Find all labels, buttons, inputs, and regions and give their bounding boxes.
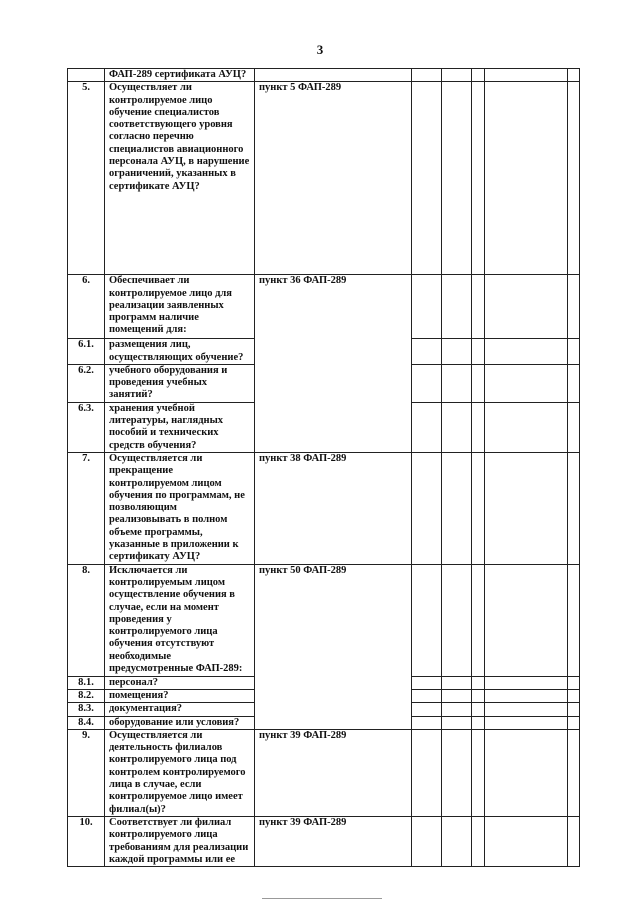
answer-yes-cell xyxy=(412,69,442,82)
extra-cell xyxy=(568,564,580,676)
comment-cell xyxy=(485,676,568,689)
comment-cell xyxy=(485,716,568,729)
row-number: 6.1. xyxy=(68,339,105,365)
table-row xyxy=(68,275,580,339)
extra-cell xyxy=(568,402,580,452)
comment-cell xyxy=(485,689,568,702)
extra-cell xyxy=(568,82,580,275)
extra-cell xyxy=(568,689,580,702)
row-number: 8.3. xyxy=(68,703,105,716)
footer-line xyxy=(262,898,382,899)
answer-no-cell xyxy=(442,676,472,689)
row-number: 9. xyxy=(68,729,105,816)
answer-no-cell xyxy=(442,816,472,866)
answer-yes-cell xyxy=(412,564,442,676)
answer-yes-cell xyxy=(412,82,442,275)
question-cell: хранения учебной литературы, наглядных пособий и технических средств обучения? xyxy=(105,402,255,452)
answer-yes-cell xyxy=(412,676,442,689)
extra-cell xyxy=(568,452,580,564)
comment-cell xyxy=(485,69,568,82)
answer-yes-cell xyxy=(412,275,442,339)
answer-yes-cell xyxy=(412,816,442,866)
answer-na-cell xyxy=(472,82,485,275)
comment-cell xyxy=(485,402,568,452)
extra-cell xyxy=(568,69,580,82)
extra-cell xyxy=(568,364,580,402)
answer-no-cell xyxy=(442,82,472,275)
row-number: 8. xyxy=(68,564,105,676)
page-number: 3 xyxy=(316,42,324,57)
extra-cell xyxy=(568,729,580,816)
answer-no-cell xyxy=(442,703,472,716)
answer-na-cell xyxy=(472,676,485,689)
answer-na-cell xyxy=(472,729,485,816)
row-number: 6. xyxy=(68,275,105,339)
answer-no-cell xyxy=(442,564,472,676)
comment-cell xyxy=(485,729,568,816)
question-cell: Осуществляет ли контролируемое лицо обучение специалистов соответствующего уровня согласно перечню специалистов авиационного персонала АУЦ, в нарушение ограничений, указанных в сертификате АУЦ? xyxy=(105,82,255,275)
comment-cell xyxy=(485,816,568,866)
table-row xyxy=(68,729,580,816)
comment-cell xyxy=(485,275,568,339)
extra-cell xyxy=(568,716,580,729)
answer-na-cell xyxy=(472,452,485,564)
answer-yes-cell xyxy=(412,703,442,716)
answer-no-cell xyxy=(442,69,472,82)
answer-na-cell xyxy=(472,564,485,676)
question-cell: оборудование или условия? xyxy=(105,716,255,729)
answer-no-cell xyxy=(442,716,472,729)
comment-cell xyxy=(485,364,568,402)
question-cell: ФАП-289 сертификата АУЦ? xyxy=(105,69,255,82)
answer-na-cell xyxy=(472,69,485,82)
checklist-table xyxy=(67,68,580,867)
question-cell: документация? xyxy=(105,703,255,716)
answer-yes-cell xyxy=(412,402,442,452)
answer-yes-cell xyxy=(412,689,442,702)
answer-na-cell xyxy=(472,275,485,339)
row-number: 7. xyxy=(68,452,105,564)
comment-cell xyxy=(485,703,568,716)
row-number: 6.3. xyxy=(68,402,105,452)
answer-na-cell xyxy=(472,339,485,365)
table-row xyxy=(68,452,580,564)
answer-na-cell xyxy=(472,716,485,729)
table-row xyxy=(68,816,580,866)
answer-yes-cell xyxy=(412,339,442,365)
reference-cell xyxy=(255,69,412,82)
answer-yes-cell xyxy=(412,452,442,564)
row-number xyxy=(68,69,105,82)
question-cell: персонал? xyxy=(105,676,255,689)
reference-cell: пункт 38 ФАП-289 xyxy=(255,452,412,564)
answer-no-cell xyxy=(442,275,472,339)
reference-cell: пункт 50 ФАП-289 xyxy=(255,564,412,729)
extra-cell xyxy=(568,703,580,716)
row-number: 6.2. xyxy=(68,364,105,402)
question-cell: Осуществляется ли прекращение контролируемом лицом обучения по программам, не позволяющим реализовывать в полном объеме программы, указанные в приложении к сертификату АУЦ? xyxy=(105,452,255,564)
row-number: 8.1. xyxy=(68,676,105,689)
row-number: 5. xyxy=(68,82,105,275)
answer-na-cell xyxy=(472,364,485,402)
extra-cell xyxy=(568,676,580,689)
table-row xyxy=(68,69,580,82)
row-number: 8.2. xyxy=(68,689,105,702)
row-number: 10. xyxy=(68,816,105,866)
row-number: 8.4. xyxy=(68,716,105,729)
reference-cell: пункт 39 ФАП-289 xyxy=(255,729,412,816)
comment-cell xyxy=(485,339,568,365)
table-row xyxy=(68,564,580,676)
answer-no-cell xyxy=(442,364,472,402)
answer-no-cell xyxy=(442,452,472,564)
answer-no-cell xyxy=(442,689,472,702)
question-cell: размещения лиц, осуществляющих обучение? xyxy=(105,339,255,365)
question-cell: Исключается ли контролируемым лицом осуществление обучения в случае, если на момент проведения у контролируемого лица обучения отсутствуют необходимые предусмотренные ФАП-289: xyxy=(105,564,255,676)
answer-yes-cell xyxy=(412,716,442,729)
answer-na-cell xyxy=(472,703,485,716)
reference-cell: пункт 5 ФАП-289 xyxy=(255,82,412,275)
answer-yes-cell xyxy=(412,729,442,816)
answer-na-cell xyxy=(472,816,485,866)
answer-no-cell xyxy=(442,729,472,816)
reference-cell: пункт 39 ФАП-289 xyxy=(255,816,412,866)
answer-no-cell xyxy=(442,339,472,365)
table-row xyxy=(68,82,580,275)
question-cell: Обеспечивает ли контролируемое лицо для реализации заявленных программ наличие помещений для: xyxy=(105,275,255,339)
answer-yes-cell xyxy=(412,364,442,402)
question-cell: учебного оборудования и проведения учебных занятий? xyxy=(105,364,255,402)
answer-no-cell xyxy=(442,402,472,452)
comment-cell xyxy=(485,564,568,676)
extra-cell xyxy=(568,275,580,339)
question-cell: Осуществляется ли деятельность филиалов контролируемого лица под контролем контролируемого лица в случае, если контролируемое лицо имеет филиал(ы)? xyxy=(105,729,255,816)
comment-cell xyxy=(485,452,568,564)
answer-na-cell xyxy=(472,689,485,702)
extra-cell xyxy=(568,339,580,365)
extra-cell xyxy=(568,816,580,866)
answer-na-cell xyxy=(472,402,485,452)
question-cell: Соответствует ли филиал контролируемого лица требованиям для реализации каждой программы или ее xyxy=(105,816,255,866)
comment-cell xyxy=(485,82,568,275)
question-cell: помещения? xyxy=(105,689,255,702)
reference-cell: пункт 36 ФАП-289 xyxy=(255,275,412,453)
